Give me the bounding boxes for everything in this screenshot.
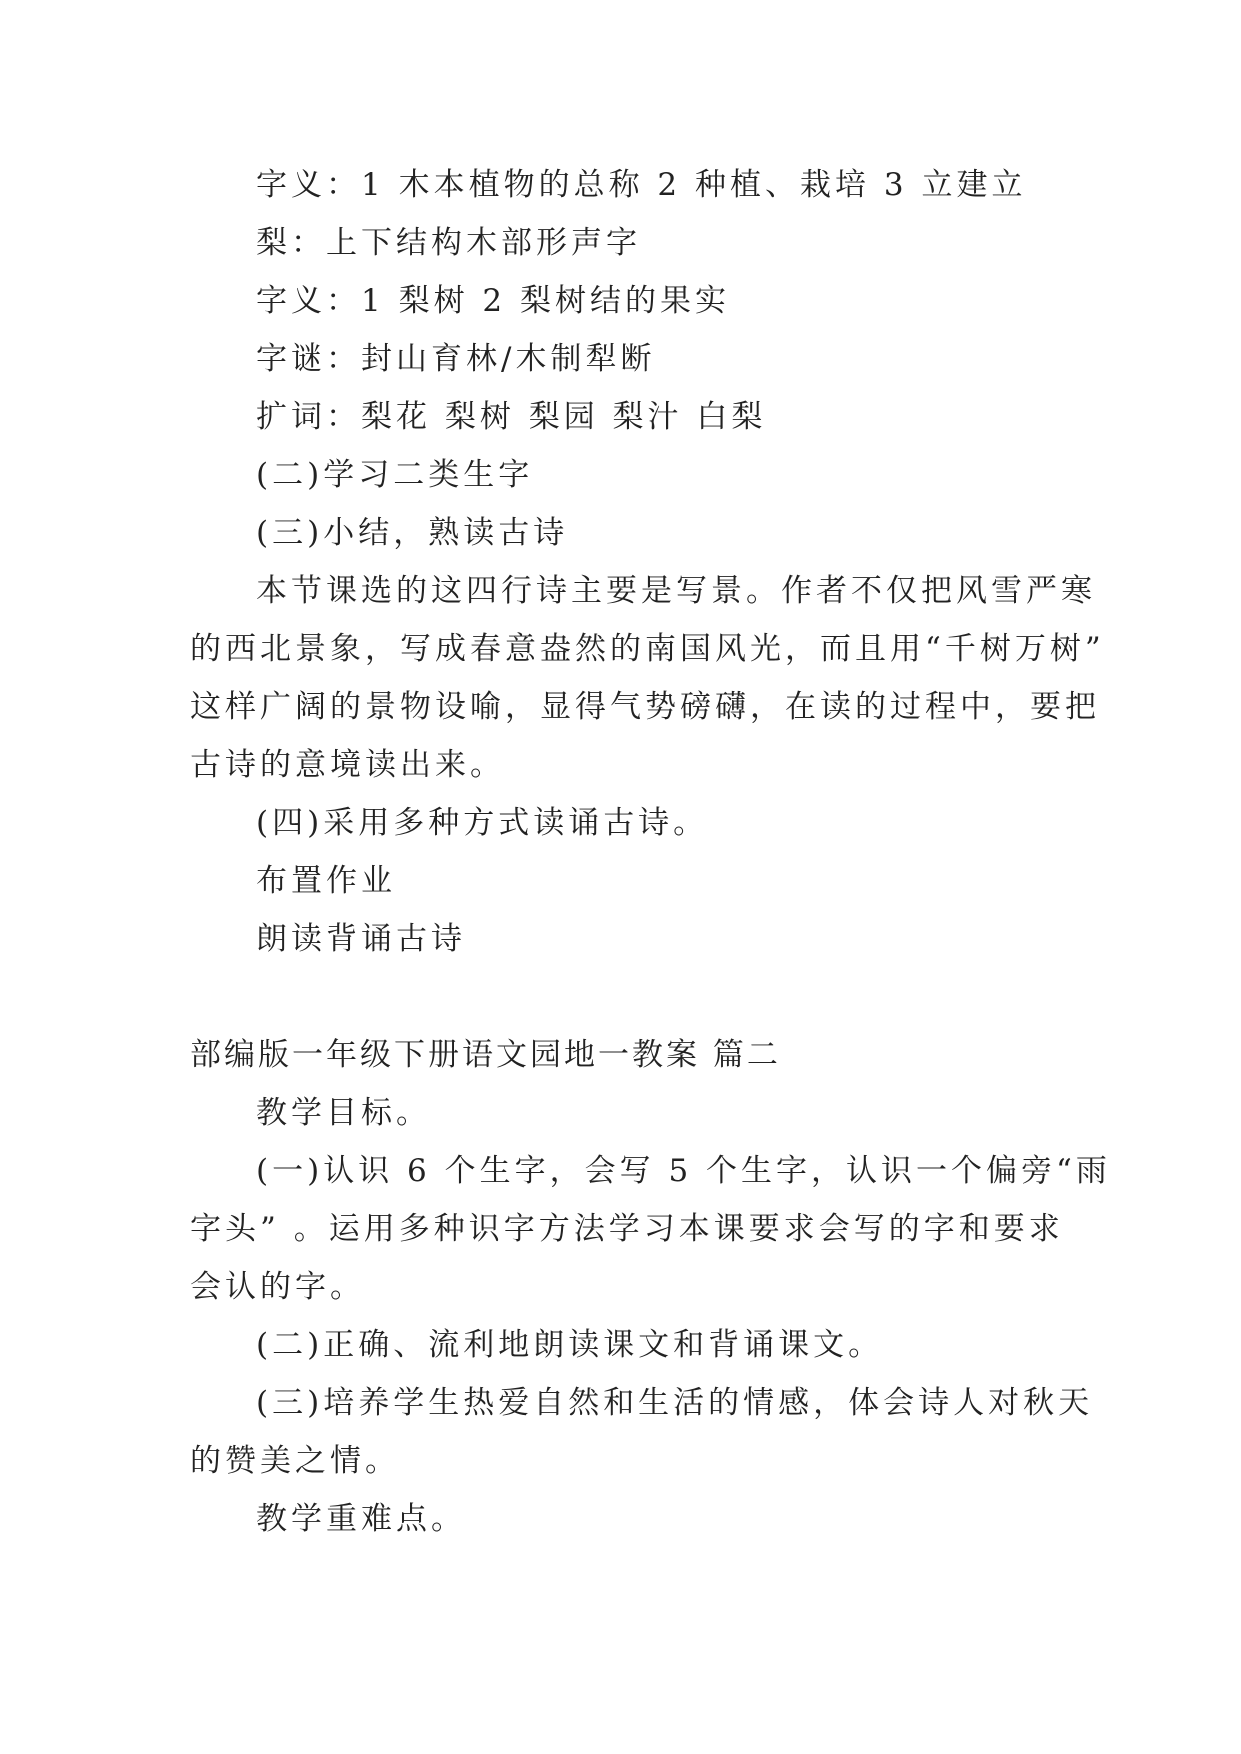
paragraph-line: 本节课选的这四行诗主要是写景。作者不仅把风雪严寒 <box>256 573 1096 609</box>
paragraph-line: (二)学习二类生字 <box>256 457 534 493</box>
paragraph-line: 教学目标。 <box>256 1095 431 1131</box>
paragraph-line: (四)采用多种方式读诵古诗。 <box>256 805 709 841</box>
paragraph-line: (三)培养学生热爱自然和生活的情感，体会诗人对秋天 <box>256 1385 1094 1421</box>
paragraph-line: (二)正确、流利地朗读课文和背诵课文。 <box>256 1327 884 1363</box>
paragraph-line: 布置作业 <box>256 863 396 899</box>
paragraph-line: 扩词：梨花 梨树 梨园 梨汁 白梨 <box>256 399 767 435</box>
paragraph-line: 朗读背诵古诗 <box>256 921 466 957</box>
paragraph-line: 字头” 。运用多种识字方法学习本课要求会写的字和要求 <box>190 1211 1064 1247</box>
paragraph-line: 这样广阔的景物设喻，显得气势磅礴，在读的过程中，要把 <box>190 689 1100 725</box>
paragraph-line: 的赞美之情。 <box>190 1443 400 1479</box>
section-heading: 部编版一年级下册语文园地一教案 篇二 <box>190 1037 781 1073</box>
paragraph-line: 的西北景象，写成春意盎然的南国风光，而且用“千树万树” <box>190 631 1105 667</box>
paragraph-line: 梨：上下结构木部形声字 <box>256 225 641 261</box>
paragraph-line: 教学重难点。 <box>256 1501 466 1537</box>
paragraph-line: 字谜：封山育林/木制犁断 <box>256 341 656 377</box>
paragraph-line: (三)小结，熟读古诗 <box>256 515 569 551</box>
paragraph-line: 字义：1 木本植物的总称 2 种植、栽培 3 立建立 <box>256 167 1027 203</box>
paragraph-line: 字义：1 梨树 2 梨树结的果实 <box>256 283 731 319</box>
paragraph-line: 会认的字。 <box>190 1269 365 1305</box>
paragraph-line: (一)认识 6 个生字，会写 5 个生字，认识一个偏旁“雨 <box>256 1153 1111 1189</box>
paragraph-line: 古诗的意境读出来。 <box>190 747 505 783</box>
